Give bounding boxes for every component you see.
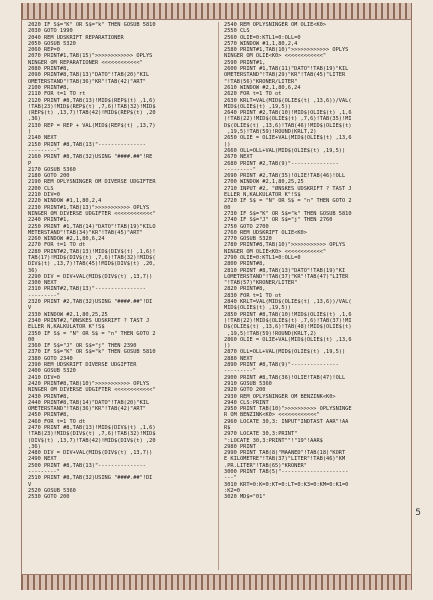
code-line: E KILOMETRE"!TAB(37)"LITER"!TAB(46)"KM	[224, 456, 346, 463]
code-line: 2760 REM UDSKRIFT OLIE<K0>	[224, 229, 307, 236]
code-line: 2970 LOCATE 30,3:PRINT"	[224, 431, 298, 438]
code-line: 2960 LOCATE 30,3: INPUT"INDTAST AAR"!AA	[224, 418, 349, 425]
code-line: OMETERSTAND"!TAB(29)"KR"!TAB(45)"LITER	[224, 72, 346, 79]
code-line: 2360 IF S$="J" OR S$="j" THEN 2390	[28, 343, 137, 350]
code-line: NINGER OM DIVERSE UDGIFTER <<<<<<<<<<<<"	[28, 387, 156, 394]
code-line: 2050 GOSUB 5320	[28, 40, 76, 47]
code-line: 2060 REP=0	[28, 47, 60, 54]
code-line: 2150 PRINT #8,TAB(13)"---------------	[28, 141, 146, 148]
code-line: 2720 IF S$ = "N" OR S$ = "n" THEN GOTO 2	[224, 198, 352, 205]
code-line: 2740 IF S$="J" OR S$="j" THEN 2760	[224, 217, 333, 224]
code-line: 2880 NEXT	[224, 355, 253, 362]
code-line: 00	[28, 336, 35, 343]
code-line: 2220 WINDOW #1,1,80,2,4	[28, 198, 102, 205]
code-line: 2140 NEXT	[28, 135, 57, 142]
code-line: 00	[224, 204, 231, 211]
code-line: 2040 REM UDSKRIFT REPARATIONER	[28, 34, 124, 41]
code-line: TAB(17)!MID$(DIV$(t) ,7,6)!TAB(32)!MID$(	[28, 254, 156, 261]
code-line: ---------"	[224, 166, 256, 173]
bottom-decorative-border	[21, 575, 412, 590]
code-line: 2180 GOTO 200	[28, 173, 70, 180]
code-line: ELLER N,KALKULATOR K"!S$	[224, 192, 301, 199]
code-line: !TAB(23)!MID$(DIV$(t) ,7,6)!TAB(32)!MID$	[28, 431, 156, 438]
code-line: 2690 PRINT #2,TAB(35)!OLIE!TAB(46)!OLL	[224, 173, 346, 180]
code-line: 2080 PRINT#8,	[28, 66, 70, 73]
code-line: V	[28, 481, 32, 488]
code-line: 2560 OLIE=0:KTL1=0:OLL=0	[224, 34, 301, 41]
code-line: 2950 PRINT TAB(10)">>>>>>>>>> OPLYSNINGE	[224, 406, 352, 413]
code-line: 2800 PRINT#8,	[224, 261, 266, 268]
code-line: MID$(OLIE$(t) ,19,5))	[224, 103, 291, 110]
code-line: ,36)	[28, 116, 41, 123]
code-line: 2530 GOTO 200	[28, 494, 70, 501]
code-line: 2610 WINDOW #2,1,80,6,24	[224, 84, 301, 91]
code-line: 2390 REM UDSKRIFT DIVERSE UDGIFTER	[28, 362, 137, 369]
code-line: NINGER OM DIVERSE UDGIFTER <<<<<<<<<<<<"	[28, 210, 156, 217]
code-line: ---"	[224, 475, 237, 482]
code-line: 2450 PRINT#8,	[28, 412, 70, 419]
code-line: 2940 CLS:PRINT	[224, 399, 269, 406]
code-line: ---------"	[28, 292, 60, 299]
code-line: 2920 GOTO 200	[224, 387, 266, 394]
code-line: 2020 IF S$="K" OR S$="k" THEN GOSUB 5810	[28, 22, 156, 28]
code-line: 2310 PRINT#2,TAB(13)"----------------	[28, 286, 146, 293]
code-line: 2910 GOSUB 5360	[224, 380, 272, 387]
code-line: 2440 PRINT#8,TAB(14)"DATO"!TAB(20)"KIL	[28, 399, 150, 406]
code-line: 2330 WINDOW #2,1,80,25,25	[28, 311, 108, 318]
page-number: 5	[415, 508, 421, 518]
code-line: 2700 WINDOW #2,1,80,25,25	[224, 179, 304, 186]
code-line: METERSTAND"!TAB(34)"KR"!TAB(45)"ART"	[28, 229, 143, 236]
code-line: DIV$(t) ,13,7)!TAB(45)!MID$(DIV$(t) ,20,	[28, 261, 156, 268]
code-line: 2300 NEXT	[28, 280, 57, 287]
code-line: 2270 FOR t=1 TO dt	[28, 242, 86, 249]
code-line: D$(OLIE$(t) ,13,6)!TAB(48)!MID$(OLIE$(t)	[224, 324, 352, 331]
code-line: )	[28, 129, 32, 136]
code-line: 2980 PRINT	[224, 443, 256, 450]
code-line: 2790 OLIE=0:KTL1=0:OLL=0	[224, 254, 301, 261]
code-line: ---------"	[28, 147, 60, 154]
code-line: 2820 PRINT#8,	[224, 286, 266, 293]
code-line: ---------"	[28, 469, 60, 476]
code-line: 2850 PRINT #8,TAB(10)!MID$(OLIE$(t) ,1,6	[224, 311, 352, 318]
code-line: .PR.LITER"!TAB(65)"KRONER"	[224, 462, 307, 469]
code-line: 2210 DIV=0	[28, 192, 60, 199]
code-line: 2990 PRINT TAB(8)"MAANED"!TAB(18)"KORT	[224, 450, 346, 457]
code-line: 2590 PRINT#1,	[224, 59, 266, 66]
code-line: 2400 GOSUB 5320	[28, 368, 76, 375]
code-line: 2520 GOSUB 5360	[28, 487, 76, 494]
code-line: NINGER OM OLIE<K0> <<<<<<<<<<<<"	[224, 53, 327, 60]
code-line: 2340 PRINT#2,"ØNSKES UDSKRIFT ? TAST J	[28, 317, 150, 324]
code-line: !TAB(23)!MID$(REP$(t) ,7,6)!TAB(32)!MID$	[28, 103, 156, 110]
code-line: 2030 GOTO 1990	[28, 28, 73, 35]
code-line: 2490 NEXT	[28, 456, 57, 463]
code-line: R$	[224, 425, 231, 431]
code-line: 2780 PRINT#8,TAB(10)">>>>>>>>>>> OPLYS	[224, 242, 346, 249]
code-line: 3000 PRINT TAB(5)"---------------------	[224, 469, 349, 476]
code-line: 2890 PRINT #8,TAB(9)"---------------	[224, 362, 339, 369]
code-line: )!TAB(22)!MID$(OLIE$(t) ,7,6)!TAB(37)!MI	[224, 317, 352, 324]
code-line: 2710 INPUT #2, "ØNSKES UDSKRIFT ? TAST J	[224, 185, 352, 192]
code-line: 2260 WINDOW #2,1,80,6,24	[28, 236, 105, 243]
code-line: 2600 PRINT #1,TAB(11)"DATO"!TAB(19)"KIL	[224, 66, 349, 73]
code-line: 2160 PRINT #8,TAB(32)USING "####.##"!RE	[28, 154, 153, 161]
code-line: 2430 PRINT#8,	[28, 393, 70, 400]
code-line: 2170 GOSUB 5360	[28, 166, 76, 173]
code-line: 2670 NEXT	[224, 154, 253, 161]
code-line: MID$(OLIE$(t) ,19,5))	[224, 305, 291, 312]
code-line: 2860 OLIE = OLIE+VAL(MID$(OLIE$(t) ,13,6	[224, 336, 352, 343]
code-line: 2290 DIV = DIV+VAL(MID$(DIV$(t) ,13,7))	[28, 273, 153, 280]
code-line: 2870 OLL=OLL+VAL(MID$(OLIE$(t) ,19,5))	[224, 349, 346, 356]
code-line: 2190 REM OPLYSNINGER OM DIVERSE UDGIFTER	[28, 179, 156, 186]
code-line: 2810 PRINT #8,TAB(13)"DATO"!TAB(19)"KI	[224, 267, 346, 274]
code-line: 3020 MD$="01"	[224, 494, 266, 501]
code-line: "!TAB(57)"KRONER/LITER"	[224, 280, 298, 287]
code-line: OMETERSTAND"!TAB(36)"KR"!TAB(42)"ART"	[28, 78, 146, 85]
code-line: 2840 KRLT=VAL(MID$(OLIE$(t) ,13,6))/VAL(	[224, 299, 352, 306]
code-line: 2480 DIV = DIV+VAL(MID$(DIV$(t) ,13,7))	[28, 450, 153, 457]
code-line: ))	[224, 141, 231, 148]
code-line: 2410 DIV=0	[28, 374, 60, 381]
code-line: 2680 PRINT #2,TAB(9)"---------------	[224, 160, 339, 167]
code-line: R OM BENZINK<K0> <<<<<<<<<<<<"	[224, 412, 320, 419]
code-line: 2500 PRINT #8,TAB(13)"---------------	[28, 462, 146, 469]
code-line: 2640 PRINT #2,TAB(10)!MID$(OLIE$(t) ,1,6	[224, 110, 352, 117]
code-line: 36)	[28, 267, 38, 274]
code-line: 2120 PRINT #8,TAB(13)!MID$(REP$(t) ,1,6)	[28, 97, 156, 104]
code-line: 2470 PRINT #8,TAB(13)!MID$(DIV$(t) ,1,6)	[28, 425, 156, 431]
code-line: V	[28, 305, 32, 312]
code-line: ":LOCATE 30,3:PRINT""!"19"!AAR$	[224, 437, 323, 444]
code-line: 2650 OLIE = OLIE+VAL(MID$(OLIE$(t) ,13,6	[224, 135, 352, 142]
code-line: "!TAB(56)"KRONER/LITER"	[224, 78, 298, 85]
code-line: 2730 IF S$="K" OR S$="k" THEN GOSUB 5810	[224, 210, 352, 217]
code-line: 2320 PRINT #2,TAB(32)USING "####.##"!DI	[28, 299, 153, 306]
code-line: 2250 PRINT #1,TAB(14)"DATO"!TAB(19)"KILO	[28, 223, 156, 230]
code-line: 2550 CLS	[224, 28, 250, 35]
code-line: 2570 WINDOW #1,1,80,2,4	[224, 40, 298, 47]
code-line: 2090 PRINT#8,TAB(13)"DATO"!TAB(20)"KIL	[28, 72, 150, 79]
code-line: 2240 PRINT#1,	[28, 217, 70, 224]
code-line: 2620 FOR t=1 TO ot	[224, 91, 282, 98]
right-code-column	[224, 22, 410, 570]
code-line: NINGER OM REPARATIONER <<<<<<<<<<<<"	[28, 59, 143, 66]
code-line: ))	[224, 343, 231, 350]
code-line: 2540 REM OPLYSNINGER OM OLIE<K0>	[224, 22, 327, 28]
code-line: 2280 PRINT#2,TAB(13)!MID$(DIV$(t) ,1,6)!	[28, 248, 156, 255]
code-line: 2130 REP = REP + VAL(MID$(REP$(t) ,13,7)	[28, 122, 156, 129]
code-line: 2420 PRINT#8,TAB(10)">>>>>>>>>>> OPLYS	[28, 380, 150, 387]
code-line: 2200 CLS	[28, 185, 54, 192]
code-line: 2750 GOTO 2700	[224, 223, 269, 230]
code-line: OMETERSTAND"!TAB(36)"KR"!TAB(42)"ART"	[28, 406, 146, 413]
code-line: 2460 FOR t=1 TO dt	[28, 418, 86, 425]
code-line: 2100 PRINT#8,	[28, 84, 70, 91]
code-line: D$(OLIE$(t) ,13,6)!TAB(46)!MID$(OLIE$(t)	[224, 122, 352, 129]
top-decorative-border	[21, 3, 412, 19]
code-line: 2110 FOR t=1 TO rt	[28, 91, 86, 98]
code-line: 2930 REM OPLYSNINGER OM BENZINK<K0>	[224, 393, 336, 400]
code-line: 2350 IF S$ = "N" OR S$ = "n" THEN GOTO 2	[28, 330, 156, 337]
left-code-column	[28, 22, 214, 570]
code-line: )!TAB(22)!MID$(OLIE$(t) ,7,6)!TAB(35)!MI	[224, 116, 352, 123]
code-line: 3010 KRT=0:K=0:KT=0:LT=0:K3=0:KM=0:K1=0	[224, 481, 349, 488]
code-line: :K2=0	[224, 487, 240, 494]
code-line: (DIV$(t) ,13,7)!TAB(42)!MID$(DIV$(t) ,20	[28, 437, 156, 444]
code-line: ,19,5)!TAB(59)!ROUND(KRLT,2)	[224, 330, 317, 337]
code-line: 2900 PRINT #8,TAB(36)!OLIE!TAB(47)!OLL	[224, 374, 346, 381]
code-line: 2230 PRINT#1,TAB(13)">>>>>>>>>>> OPLYS	[28, 204, 150, 211]
code-line: (REP$(t) ,13,7)!TAB(42)!MID$(REP$(t) ,20	[28, 110, 156, 117]
code-line: ,19,5)!TAB(59)!ROUND(KRLT,2)	[224, 129, 317, 136]
column-divider	[218, 22, 219, 570]
code-line: NINGER OM OLIE<K0> <<<<<<<<<<<<"	[224, 248, 327, 255]
code-line: 2830 FOR t=1 TO ot	[224, 292, 282, 299]
code-line: P	[28, 160, 32, 167]
code-line: ELLER N,KALKULATOR K"!S$	[28, 324, 105, 331]
code-line: 2630 KRLT=VAL(MID$(OLIE$(t) ,13,6))/VAL(	[224, 97, 352, 104]
code-line: 2580 PRINT#1,TAB(10)">>>>>>>>>>>> OPLYS	[224, 47, 349, 54]
code-line: 2370 IF S$="K" OR S$="k" THEN GOSUB 5810	[28, 349, 156, 356]
code-line: ,36)	[28, 443, 41, 450]
code-line: ---------"	[224, 368, 256, 375]
code-line: LOMETERSTAND"!TAB(37)"KR"!TAB(47)"LITER	[224, 273, 349, 280]
code-line: 2510 PRINT #8,TAB(32)USING "####.##"!DI	[28, 475, 153, 482]
code-line: 2380 GOTO 2340	[28, 355, 73, 362]
code-line: 2770 GOSUB 5320	[224, 236, 272, 243]
code-line: 2660 OLL=OLL+VAL(MID$(OLIE$(t) ,19,5))	[224, 147, 346, 154]
code-line: 2070 PRINT#1,TAB(15)">>>>>>>>>>>> OPLYS	[28, 53, 153, 60]
